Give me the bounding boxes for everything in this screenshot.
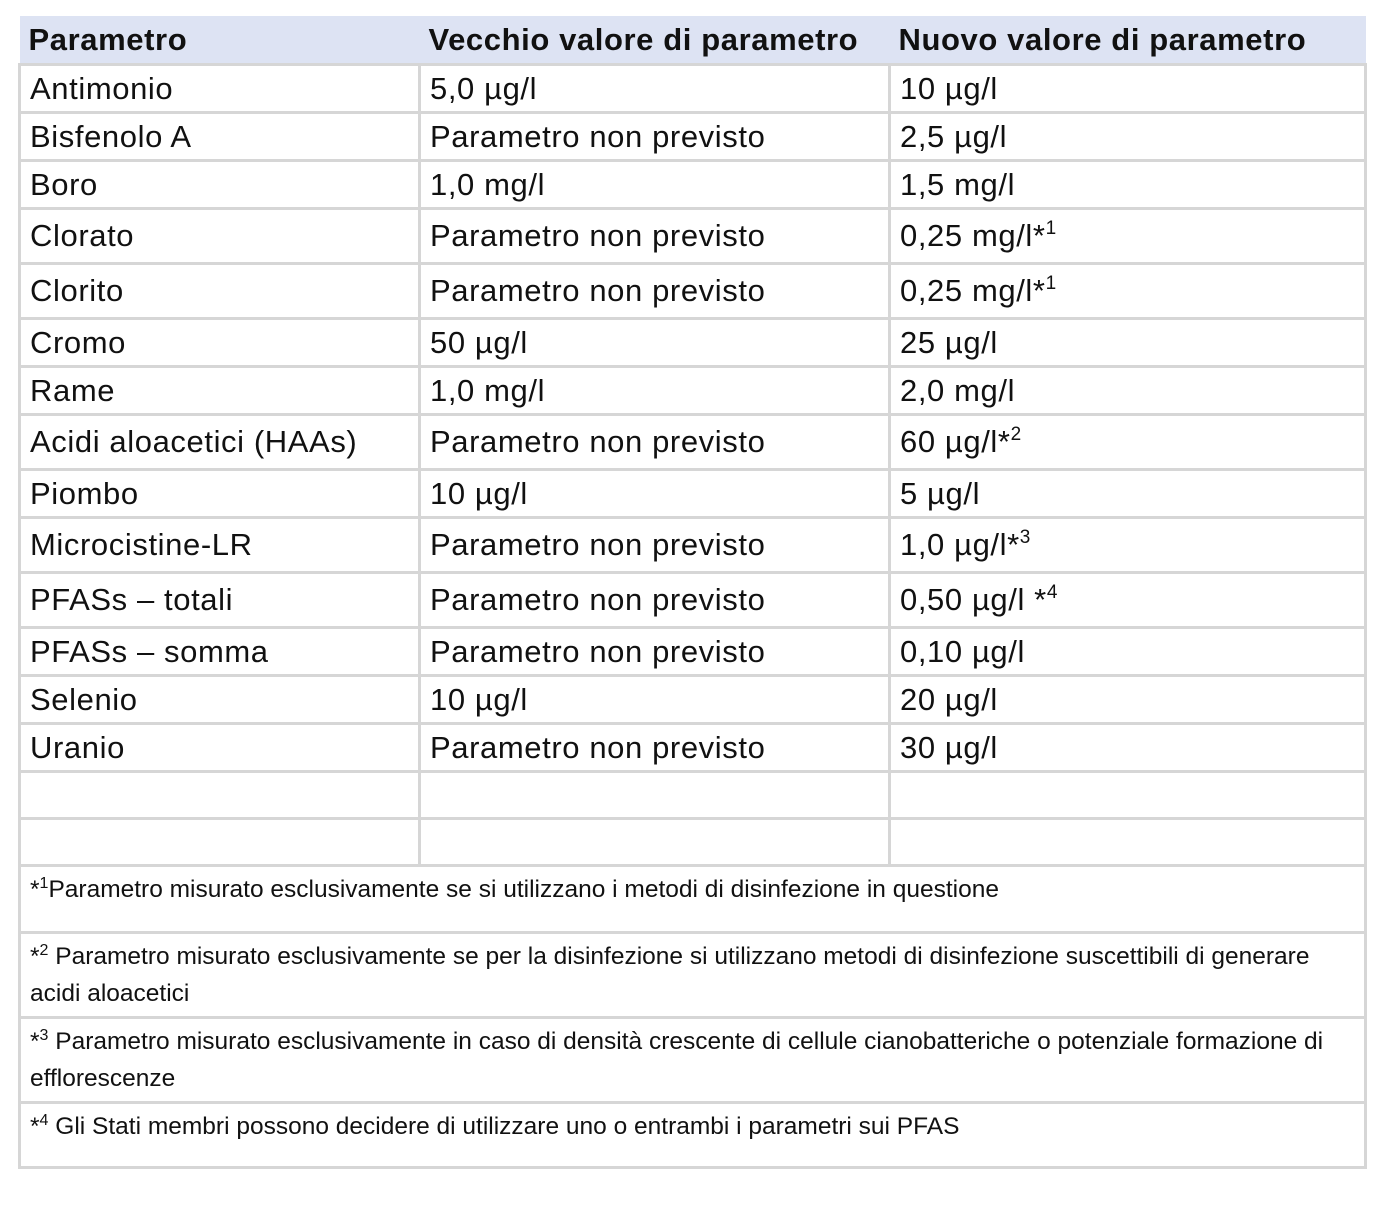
cell-vecchio: Parametro non previsto	[420, 113, 890, 161]
cell-vecchio: 10 µg/l	[420, 470, 890, 518]
footnote-number: 1	[39, 875, 49, 892]
footnote-marker: 4	[1046, 582, 1058, 603]
header-vecchio-valore: Vecchio valore di parametro	[420, 16, 890, 65]
nuovo-value: 10 µg/l	[900, 70, 998, 106]
nuovo-value: 20 µg/l	[900, 681, 998, 717]
cell-parametro: PFASs – somma	[20, 628, 420, 676]
footnote-text: Parametro misurato esclusivamente se si utilizzano i metodi di disinfezione in questione	[48, 876, 999, 903]
footnote-row	[20, 1103, 1366, 1168]
footnote-3	[20, 1018, 1366, 1103]
table-row	[20, 518, 1366, 573]
empty-cell	[420, 772, 890, 819]
table-row	[20, 367, 1366, 415]
cell-nuovo	[890, 415, 1366, 470]
empty-cell	[20, 772, 420, 819]
nuovo-value: 0,50 µg/l *	[900, 582, 1047, 617]
footnote-4	[20, 1103, 1366, 1168]
parameter-table	[18, 16, 1367, 1169]
empty-cell	[20, 819, 420, 866]
footnote-1	[20, 866, 1366, 933]
nuovo-value: 1,5 mg/l	[900, 166, 1016, 202]
nuovo-value: 60 µg/l*	[900, 424, 1011, 459]
footnote-marker: 3	[1019, 527, 1031, 548]
cell-vecchio: 1,0 mg/l	[420, 161, 890, 209]
table-row	[20, 470, 1366, 518]
cell-parametro: Microcistine-LR	[20, 518, 420, 573]
table-row	[20, 264, 1366, 319]
nuovo-value: 30 µg/l	[900, 729, 998, 765]
cell-vecchio: Parametro non previsto	[420, 628, 890, 676]
table-row	[20, 628, 1366, 676]
cell-parametro: Clorato	[20, 209, 420, 264]
cell-parametro: Uranio	[20, 724, 420, 772]
footnote-text: Parametro misurato esclusivamente in caso di densità crescente di cellule cianobatteriche o potenziale formazione di efflorescenze	[30, 1028, 1324, 1092]
cell-parametro: PFASs – totali	[20, 573, 420, 628]
nuovo-value: 2,5 µg/l	[900, 118, 1008, 154]
footnote-number: 2	[39, 942, 49, 959]
cell-vecchio: Parametro non previsto	[420, 518, 890, 573]
cell-vecchio: 10 µg/l	[420, 676, 890, 724]
cell-nuovo	[890, 724, 1366, 772]
header-nuovo-valore: Nuovo valore di parametro	[890, 16, 1366, 65]
cell-parametro: Acidi aloacetici (HAAs)	[20, 415, 420, 470]
cell-nuovo	[890, 319, 1366, 367]
cell-nuovo	[890, 628, 1366, 676]
cell-vecchio: Parametro non previsto	[420, 209, 890, 264]
cell-parametro: Selenio	[20, 676, 420, 724]
footnote-marker: 2	[1010, 424, 1022, 445]
cell-nuovo	[890, 161, 1366, 209]
footnote-number: 3	[39, 1027, 49, 1044]
footnote-asterisk: *	[30, 943, 40, 970]
table-row	[20, 161, 1366, 209]
cell-parametro: Cromo	[20, 319, 420, 367]
nuovo-value: 1,0 µg/l*	[900, 527, 1020, 562]
cell-parametro: Rame	[20, 367, 420, 415]
cell-parametro: Clorito	[20, 264, 420, 319]
empty-cell	[890, 772, 1366, 819]
empty-row	[20, 772, 1366, 819]
empty-cell	[420, 819, 890, 866]
cell-vecchio: Parametro non previsto	[420, 724, 890, 772]
footnote-row	[20, 933, 1366, 1018]
footnote-row	[20, 866, 1366, 933]
cell-vecchio: Parametro non previsto	[420, 264, 890, 319]
cell-nuovo	[890, 367, 1366, 415]
cell-vecchio: 1,0 mg/l	[420, 367, 890, 415]
cell-nuovo	[890, 676, 1366, 724]
nuovo-value: 0,10 µg/l	[900, 633, 1025, 669]
cell-vecchio: 5,0 µg/l	[420, 65, 890, 113]
cell-vecchio: 50 µg/l	[420, 319, 890, 367]
nuovo-value: 0,25 mg/l*	[900, 273, 1046, 308]
footnote-text: Gli Stati membri possono decidere di utilizzare uno o entrambi i parametri sui PFAS	[48, 1113, 960, 1140]
footnote-marker: 1	[1045, 273, 1057, 294]
table-row	[20, 113, 1366, 161]
cell-vecchio: Parametro non previsto	[420, 573, 890, 628]
footnote-row	[20, 1018, 1366, 1103]
header-parametro: Parametro	[20, 16, 420, 65]
empty-row	[20, 819, 1366, 866]
table-row	[20, 319, 1366, 367]
table-row	[20, 573, 1366, 628]
nuovo-value: 25 µg/l	[900, 324, 998, 360]
table-row	[20, 209, 1366, 264]
cell-parametro: Piombo	[20, 470, 420, 518]
cell-parametro: Boro	[20, 161, 420, 209]
nuovo-value: 0,25 mg/l*	[900, 218, 1046, 253]
footnote-asterisk: *	[30, 876, 40, 903]
empty-cell	[890, 819, 1366, 866]
cell-nuovo	[890, 470, 1366, 518]
cell-vecchio: Parametro non previsto	[420, 415, 890, 470]
table-row	[20, 65, 1366, 113]
table-row	[20, 415, 1366, 470]
cell-nuovo	[890, 113, 1366, 161]
footnote-marker: 1	[1045, 218, 1057, 239]
cell-nuovo	[890, 209, 1366, 264]
cell-parametro: Bisfenolo A	[20, 113, 420, 161]
nuovo-value: 5 µg/l	[900, 475, 981, 511]
cell-nuovo	[890, 65, 1366, 113]
footnote-number: 4	[39, 1112, 49, 1129]
table-row	[20, 724, 1366, 772]
table-header-row	[20, 16, 1366, 65]
cell-nuovo	[890, 573, 1366, 628]
parameter-table-container	[18, 16, 1364, 1169]
cell-nuovo	[890, 518, 1366, 573]
footnote-text: Parametro misurato esclusivamente se per la disinfezione si utilizzano metodi di disinfezione suscettibili di generare acidi aloacetici	[30, 943, 1310, 1007]
footnote-asterisk: *	[30, 1113, 40, 1140]
table-row	[20, 676, 1366, 724]
footnote-2	[20, 933, 1366, 1018]
footnote-asterisk: *	[30, 1028, 40, 1055]
nuovo-value: 2,0 mg/l	[900, 372, 1016, 408]
cell-nuovo	[890, 264, 1366, 319]
cell-parametro: Antimonio	[20, 65, 420, 113]
